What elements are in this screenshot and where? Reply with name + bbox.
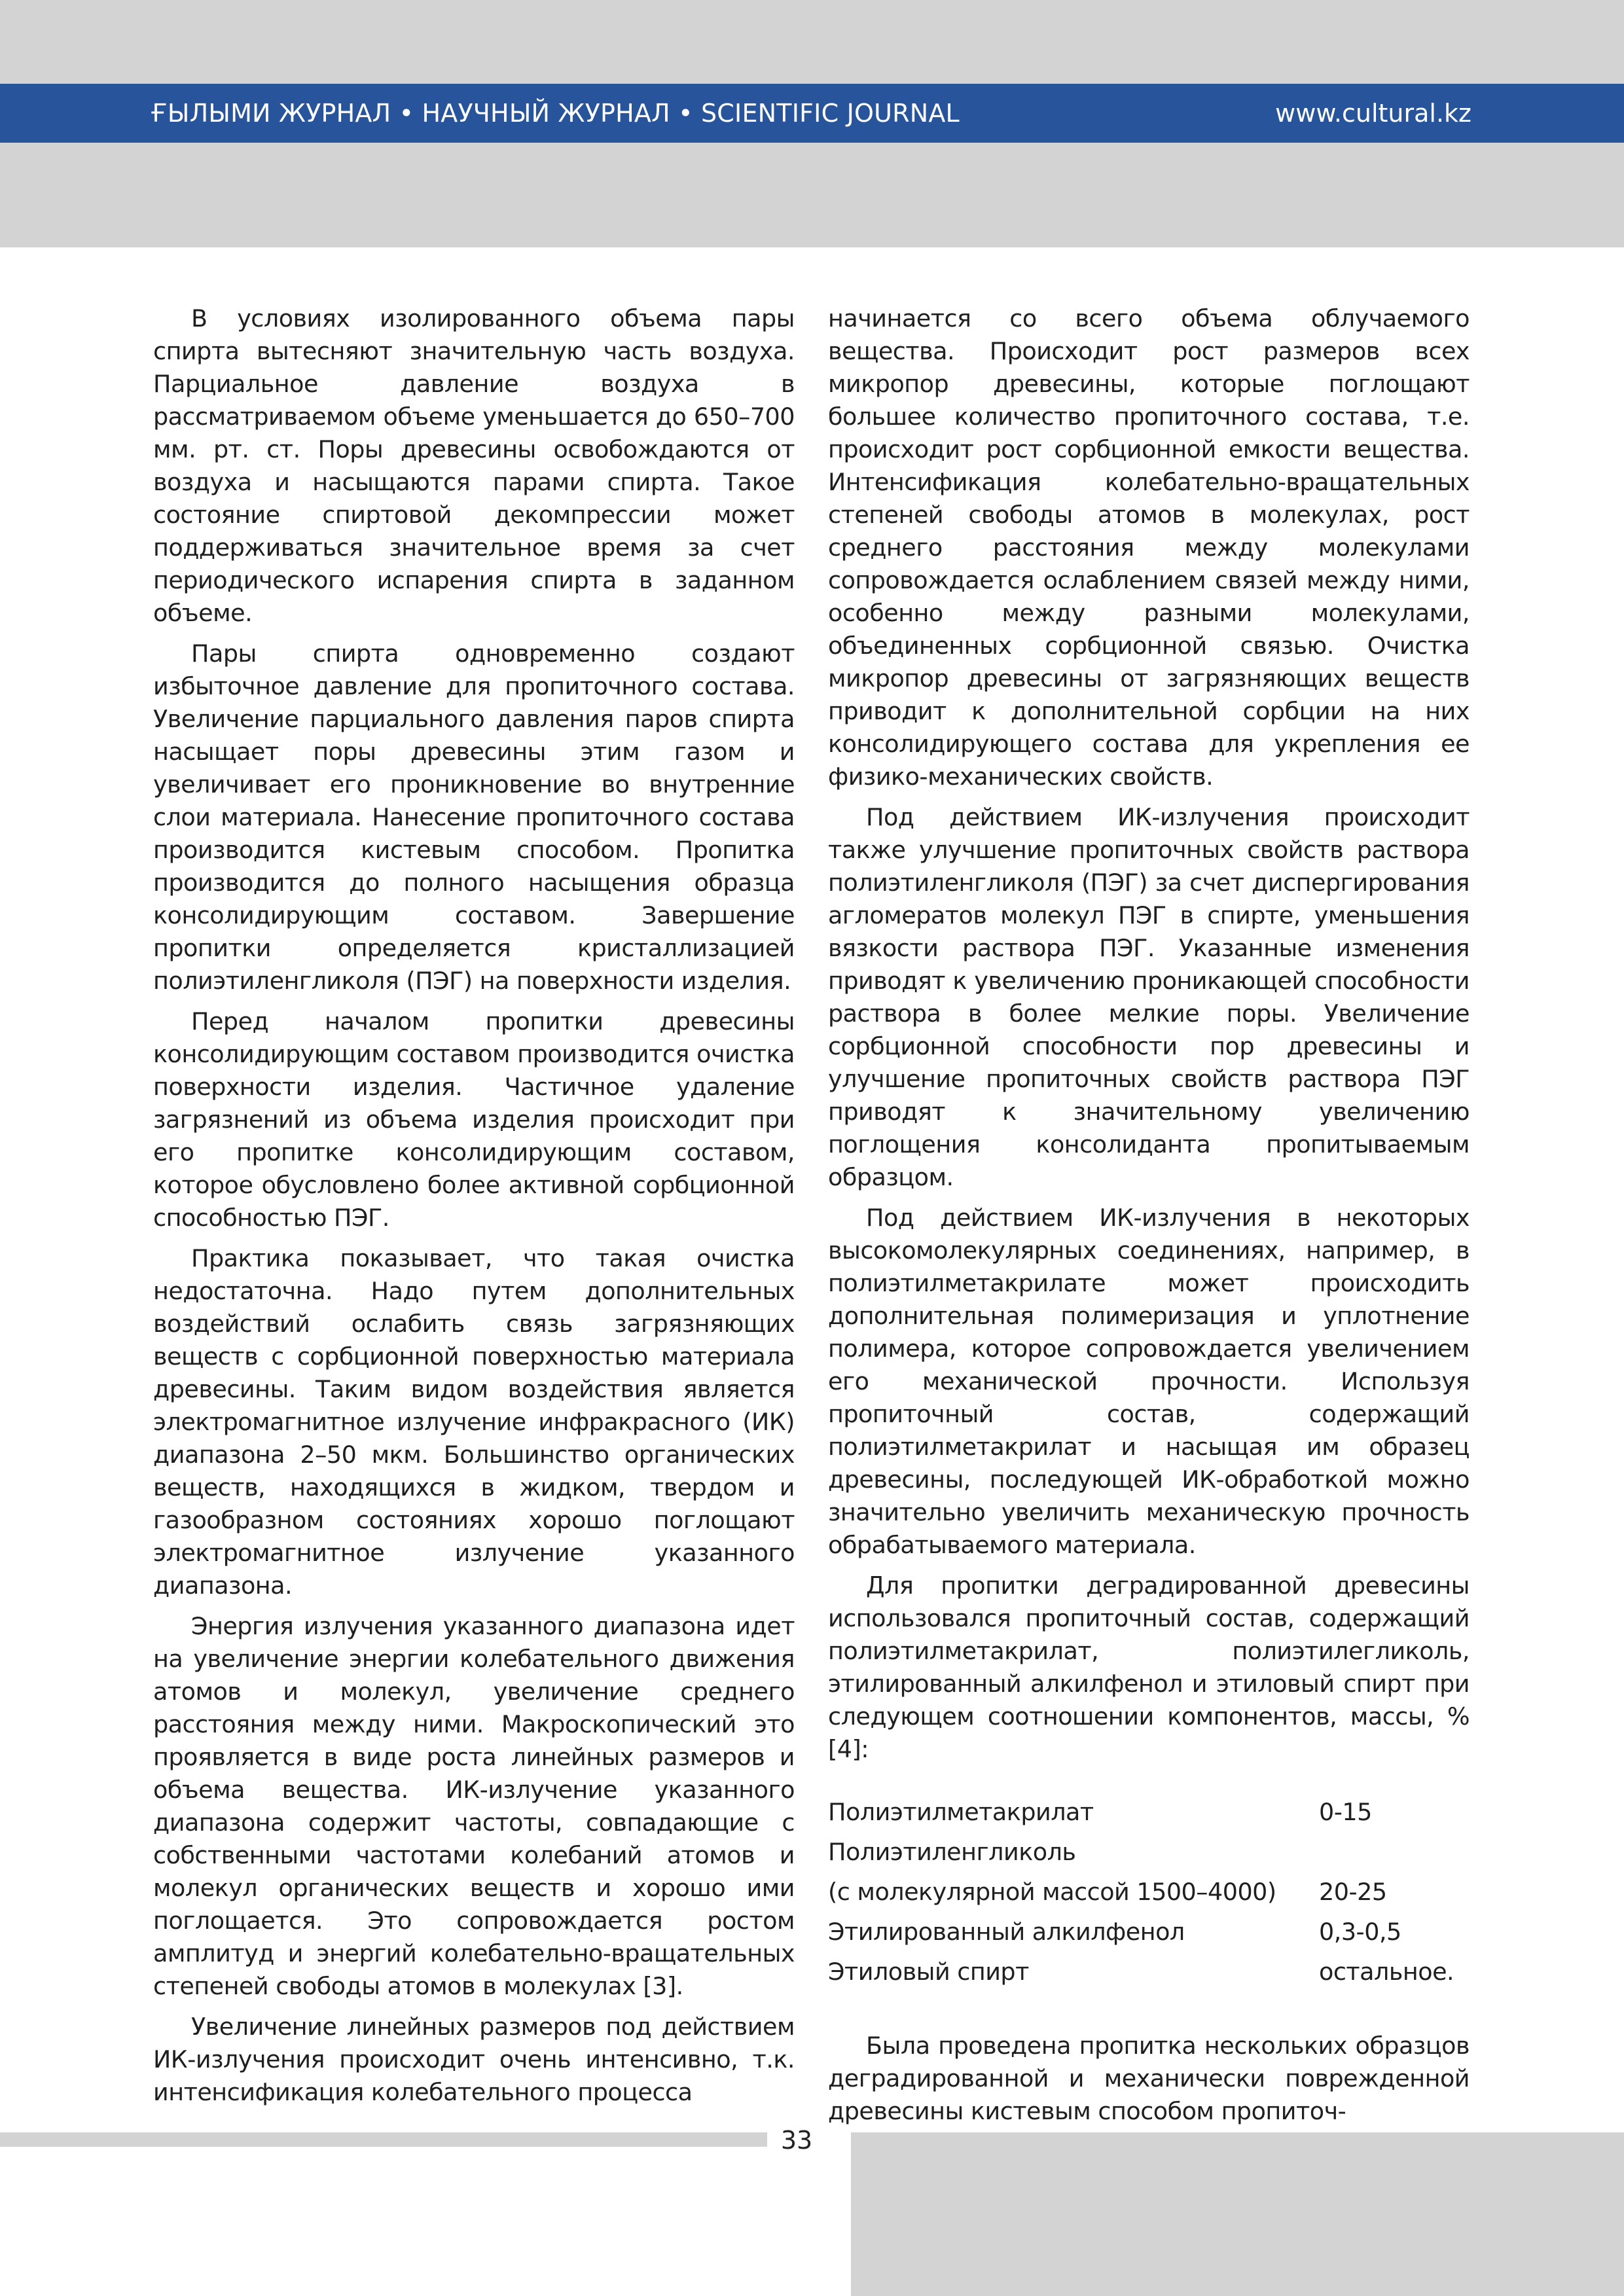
page-number: 33 [780, 2126, 813, 2155]
composition-row [828, 1952, 1470, 1992]
paragraph: Пары спирта одновременно создают избыточное давление для пропиточного состава. Увеличение парциального давления паров спирта насыщает поры древесины этим газом и увеличивает его проникновение во внутренние слои материала. Нанесение пропиточного состава производится кистевым способом. Пропитка производится до полного насыщения образца консолидирующим составом. Завершение пропитки определяется кристаллизацией полиэтиленгликоля (ПЭГ) на поверхности изделия. [153, 639, 795, 995]
composition-row [828, 1912, 1470, 1952]
footer-divider [0, 2132, 767, 2147]
right-column [828, 302, 1470, 2136]
paragraph: Под действием ИК-излучения происходит также улучшение пропиточных свойств раствора полиэтиленгликоля (ПЭГ) за счет диспергирования агломератов молекул ПЭГ в спирте, уменьшения вязкости раствора ПЭГ. Указанные изменения приводят к увеличению проникающей способности раствора в более мелкие поры. Увеличение сорбционной способности пор древесины и улучшение пропиточных свойств раствора ПЭГ приводят к значительному увеличению поглощения консолиданта пропитываемым образцом. [828, 803, 1470, 1191]
composition-table [828, 1792, 1470, 1992]
component-name: Полиэтиленгликоль [828, 1838, 1076, 1866]
component-name: (с молекулярной массой 1500–4000) [828, 1878, 1276, 1906]
paragraph: Перед началом пропитки древесины консолидирующим составом производится очистка поверхности изделия. Частичное удаление загрязнений из объема изделия происходит при его пропитке консолидирующим составом, которое обусловлено более активной сорбционной способностью ПЭГ. [153, 1007, 795, 1232]
paragraph: начинается со всего объема облучаемого вещества. Происходит рост размеров всех микропор древесины, которые поглощают большее количество пропиточного состава, т.е. происходит рост сорбционной емкости вещества. Интенсификация колебательно-вращательных степеней свободы атомов в молекулах, рост среднего расстояния между молекулами сопровождается ослаблением связей между ними, особенно между разными молекулами, объединенных сорбционной связью. Очистка микропор древесины от загрязняющих веществ приводит к дополнительной сорбции на них консолидирующего состава для укрепления ее физико-механических свойств. [828, 304, 1470, 791]
component-name: Этиловый спирт [828, 1958, 1029, 1986]
component-name: Полиэтилметакрилат [828, 1798, 1094, 1826]
paragraph: Энергия излучения указанного диапазона идет на увеличение энергии колебательного движения атомов и молекул, увеличение среднего расстояния между ними. Макроскопический это проявляется в виде роста линейных размеров и объема вещества. ИК-излучение указанного диапазона содержит частоты, совпадающие с собственными частотами колебаний атомов и молекул органических веществ и хорошо ими поглощается. Это сопровождается ростом амплитуд и энергий колебательно-вращательных степеней свободы атомов в молекулах [3]. [153, 1612, 795, 2000]
journal-website[interactable]: www.cultural.kz [1275, 99, 1471, 128]
component-value: 0,3-0,5 [1319, 1918, 1401, 1946]
component-value: 0-15 [1319, 1798, 1372, 1826]
component-value: остальное. [1319, 1958, 1454, 1986]
composition-row [828, 1792, 1470, 1832]
left-column [153, 302, 795, 2117]
paragraph: Увеличение линейных размеров под действием ИК-излучения происходит очень интенсивно, т.к. интенсификация колебательного процесса [153, 2013, 795, 2106]
paragraph: Практика показывает, что такая очистка недостаточна. Надо путем дополнительных воздействий ослабить связь загрязняющих веществ с сорбционной поверхностью материала древесины. Таким видом воздействия является электромагнитное излучение инфракрасного (ИК) диапазона 2–50 мкм. Большинство органических веществ, находящихся в жидком, твердом и газообразном состояниях хорошо поглощают электромагнитное излучение указанного диапазона. [153, 1244, 795, 1600]
footer-background [851, 2132, 1624, 2296]
component-value [1319, 1832, 1470, 1872]
paragraph: Была проведена пропитка нескольких образцов деградированной и механически поврежденной древесины кистевым способом пропиточ- [828, 2032, 1470, 2125]
paragraph: В условиях изолированного объема пары спирта вытесняют значительную часть воздуха. Парциальное давление воздуха в рассматриваемом объеме уменьшается до 650–700 мм. рт. ст. Поры древесины освобождаются от воздуха и насыщаются парами спирта. Такое состояние спиртовой декомпрессии может поддерживаться значительное время за счет периодического испарения спирта в заданном объеме. [153, 304, 795, 627]
component-name: Этилированный алкилфенол [828, 1918, 1185, 1946]
journal-title: ҒЫЛЫМИ ЖУРНАЛ • НАУЧНЫЙ ЖУРНАЛ • SCIENTIFIC JOURNAL [151, 99, 960, 128]
component-value: 20-25 [1319, 1878, 1387, 1906]
paragraph: Под действием ИК-излучения в некоторых высокомолекулярных соединениях, например, в полиэтилметакрилате может происходить дополнительная полимеризация и уплотнение полимера, которое сопровождается увеличением его механической прочности. Используя пропиточный состав, содержащий полиэтилметакрилат и насыщая им образец древесины, последующей ИК-обработкой можно значительно увеличить механическую прочность обрабатываемого материала. [828, 1204, 1470, 1559]
paragraph: Для пропитки деградированной древесины использовался пропиточный состав, содержащий полиэтилметакрилат, полиэтилегликоль, этилированный алкилфенол и этиловый спирт при следующем соотношении компонентов, массы, % [4]: [828, 1571, 1470, 1763]
journal-banner [0, 84, 1624, 143]
composition-row [828, 1832, 1470, 1872]
composition-row [828, 1872, 1470, 1912]
